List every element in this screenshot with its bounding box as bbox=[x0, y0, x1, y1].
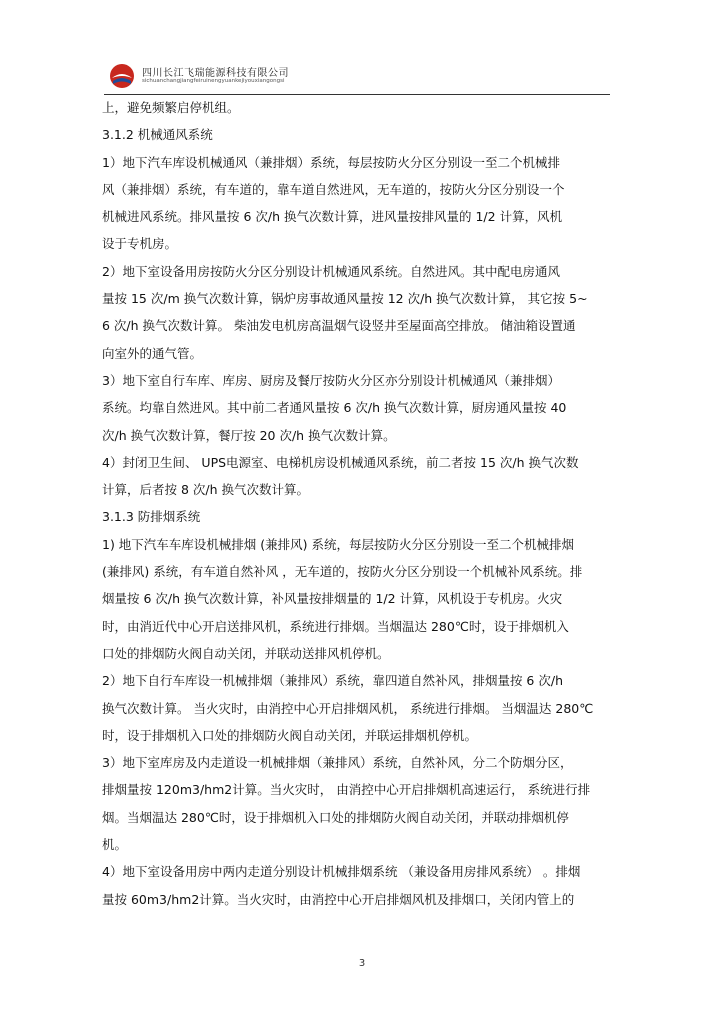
text-line: 计算，后者按 8 次/h 换气次数计算。 bbox=[102, 482, 310, 498]
text-line: (兼排风) 系统，有车道自然补风 ，无车道的，按防火分区分别设一个机械补风系统。排 bbox=[102, 564, 583, 580]
company-logo-icon bbox=[108, 62, 136, 90]
text-line: 3）地下室库房及内走道设一机械排烟（兼排风）系统，自然补风，分二个防烟分区， bbox=[102, 755, 573, 771]
text-line: 1）地下汽车库设机械通风（兼排烟）系统，每层按防火分区分别设一至二个机械排 bbox=[102, 154, 560, 170]
text-line: 口处的排烟防火阀自动关闭，并联动送排风机停机。 bbox=[102, 645, 390, 661]
text-line: 烟。当烟温达 280℃时，设于排烟机入口处的排烟防火阀自动关闭，并联动排烟机停 bbox=[102, 809, 569, 825]
text-line: 机械进风系统。排风量按 6 次/h 换气次数计算，进风量按排风量的 1/2 计算，风机 bbox=[102, 209, 563, 225]
page-number: 3 bbox=[358, 958, 366, 969]
text-line: 向室外的通气管。 bbox=[102, 345, 203, 361]
section-heading: 3.1.2 机械通风系统 bbox=[102, 127, 213, 143]
text-line: 2）地下自行车库设一机械排烟（兼排风）系统，靠四道自然补风，排烟量按 6 次/h bbox=[102, 673, 563, 689]
text-line: 系统。均靠自然进风。其中前二者通风量按 6 次/h 换气次数计算，厨房通风量按 40 bbox=[102, 400, 567, 416]
text-line: 换气次数计算。 当火灾时，由消控中心开启排烟风机， 系统进行排烟。 当烟温达 280℃ bbox=[102, 700, 594, 716]
text-line: 2）地下室设备用房按防火分区分别设计机械通风系统。自然进风。其中配电房通风 bbox=[102, 263, 560, 279]
text-line: 设于专机房。 bbox=[102, 236, 178, 252]
text-line: 风（兼排烟）系统，有车道的，靠车道自然进风，无车道的，按防火分区分别设一个 bbox=[102, 181, 565, 197]
text-line: 次/h 换气次数计算，餐厅按 20 次/h 换气次数计算。 bbox=[102, 427, 396, 443]
section-heading: 3.1.3 防排烟系统 bbox=[102, 509, 201, 525]
company-pinyin: sichuanchangjiangfeiruinengyuankejiyouxiangongsi bbox=[142, 78, 285, 84]
page-header bbox=[104, 60, 610, 95]
text-line: 机。 bbox=[102, 837, 128, 853]
document-body bbox=[102, 94, 638, 913]
company-name: 四川长江飞瑞能源科技有限公司 bbox=[142, 68, 289, 79]
text-line: 上，避免频繁启停机组。 bbox=[102, 100, 240, 115]
text-line: 1) 地下汽车车库设机械排烟 (兼排风) 系统，每层按防火分区分别设一至二个机械排烟 bbox=[102, 536, 575, 552]
text-line: 排烟量按 120m3/hm2计算。当火灾时， 由消控中心开启排烟机高速运行， 系统进行排 bbox=[102, 782, 591, 798]
text-line: 量按 60m3/hm2计算。当火灾时，由消控中心开启排烟风机及排烟口，关闭内管上的 bbox=[102, 891, 575, 907]
text-line: 时，由消近代中心开启送排风机，系统进行排烟。当烟温达 280℃时，设于排烟机入 bbox=[102, 618, 569, 634]
text-line: 3）地下室自行车库、库房、厨房及餐厅按防火分区亦分别设计机械通风（兼排烟） bbox=[102, 372, 560, 388]
text-line: 量按 15 次/m 换气次数计算，锅炉房事故通风量按 12 次/h 换气次数计算， 其它按 5~ bbox=[102, 291, 588, 307]
text-line: 时，设于排烟机入口处的排烟防火阀自动关闭，并联运排烟机停机。 bbox=[102, 727, 478, 743]
text-line: 4）封闭卫生间、 UPS电源室、电梯机房设机械通风系统，前二者按 15 次/h 换气次数 bbox=[102, 454, 579, 470]
text-line: 6 次/h 换气次数计算。 柴油发电机房高温烟气设竖井至屋面高空排放。 储油箱设置通 bbox=[102, 318, 576, 334]
text-line: 4）地下室设备用房中两内走道分别设计机械排烟系统 （兼设备用房排风系统） 。排烟 bbox=[102, 864, 581, 880]
text-line: 烟量按 6 次/h 换气次数计算，补风量按排烟量的 1/2 计算，风机设于专机房。火灾 bbox=[102, 591, 563, 607]
